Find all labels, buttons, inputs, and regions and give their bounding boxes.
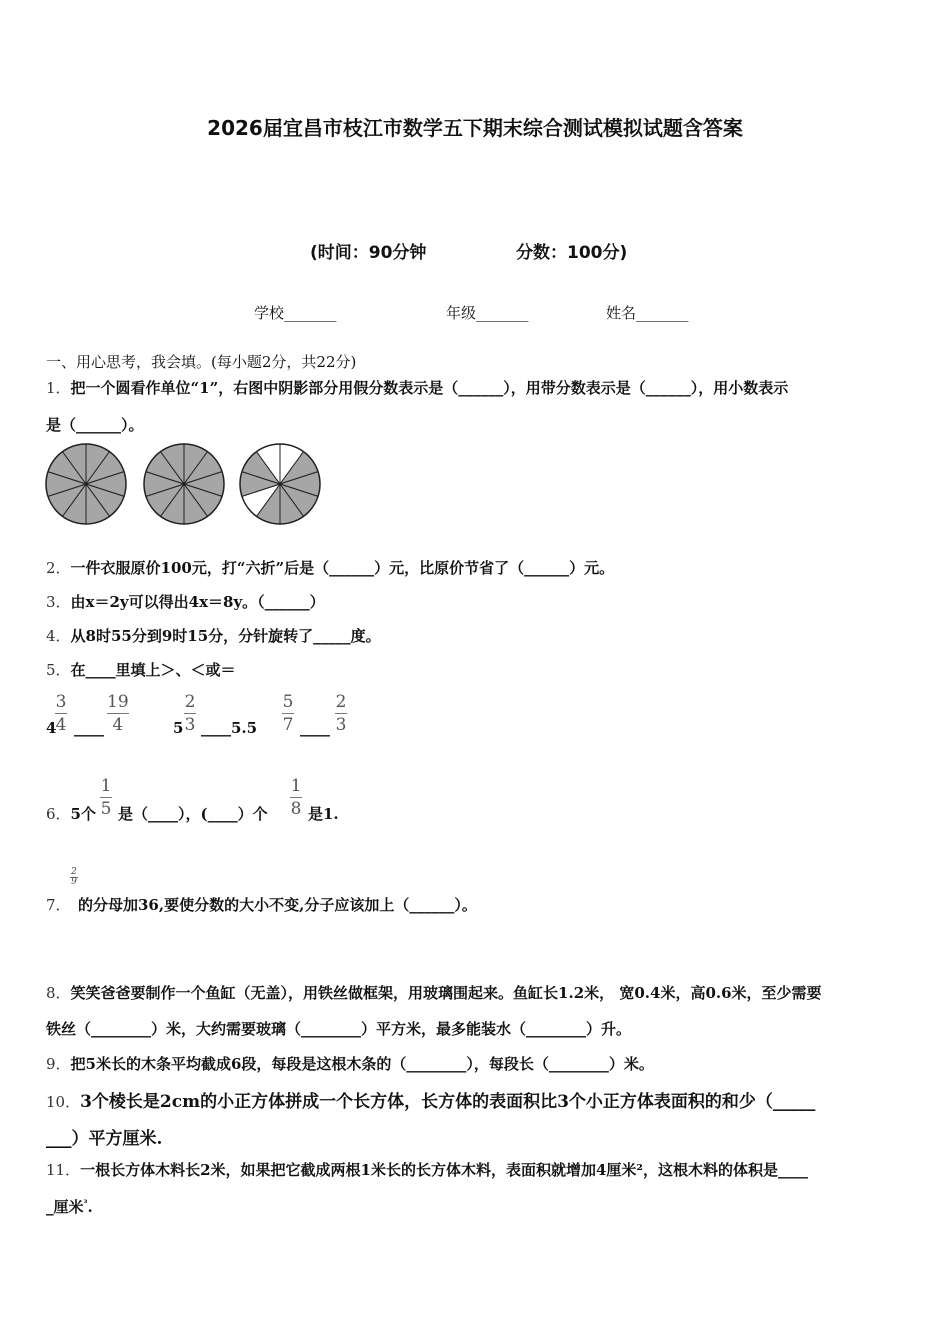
question-text: 是（____），(____）个 xyxy=(118,805,268,823)
numerator: 2 xyxy=(71,867,77,877)
question-2 xyxy=(46,557,614,578)
fraction xyxy=(282,692,294,735)
question-5 xyxy=(46,659,236,680)
question-number: 11． xyxy=(46,1161,81,1179)
question-4 xyxy=(46,625,381,646)
compare-2-whole: 5 xyxy=(173,719,184,737)
denominator: 9 xyxy=(71,877,77,887)
school-field: 学校_______ xyxy=(254,304,337,322)
question-1-cont: 是（______）。 xyxy=(46,416,144,434)
question-number: 9． xyxy=(46,1055,71,1073)
question-number: 3． xyxy=(46,593,71,611)
page-title: 2026届宜昌市枝江市数学五下期末综合测试模拟试题含答案 xyxy=(207,116,743,140)
question-7 xyxy=(46,894,71,915)
question-text: 把一个圆看作单位“1”，右图中阴影部分用假分数表示是（______），用带分数表示是（______），用小数表示 xyxy=(70,379,789,397)
question-number: 1． xyxy=(46,379,71,397)
question-text: 一根长方体木料长2米，如果把它截成两根1米长的长方体木料，表面积就增加4厘米²，这根木料的体积是____ xyxy=(80,1161,808,1179)
numerator: 1 xyxy=(290,776,302,796)
question-number: 2． xyxy=(46,559,71,577)
question-text: 5个 xyxy=(70,805,96,823)
question-3 xyxy=(46,591,325,612)
question-text: 是1. xyxy=(308,805,339,823)
superscript: ³ xyxy=(83,1199,88,1209)
question-number: 6． xyxy=(46,805,71,823)
question-number: 7． xyxy=(46,896,71,914)
pie-figures xyxy=(42,440,332,530)
denominator: 3 xyxy=(184,715,196,735)
question-text: _厘米 xyxy=(46,1198,84,1216)
question-text: 一件衣服原价100元，打“六折”后是（______）元，比原价节省了（______）元。 xyxy=(70,559,615,577)
question-1 xyxy=(46,377,788,398)
fraction xyxy=(100,776,112,819)
numerator: 2 xyxy=(184,692,196,712)
question-10 xyxy=(46,1087,815,1112)
question-text: 在____里填上＞、＜或＝ xyxy=(70,661,236,679)
question-text: . xyxy=(87,1198,93,1216)
answer-blank[interactable]: ____ xyxy=(300,719,330,737)
denominator: 7 xyxy=(282,715,294,735)
fraction xyxy=(335,692,347,735)
question-text: 从8时55分到9时15分，分针旋转了_____度。 xyxy=(70,627,381,645)
denominator: 4 xyxy=(112,715,124,735)
numerator: 1 xyxy=(100,776,112,796)
question-text: 笑笑爸爸要制作一个鱼缸（无盖），用铁丝做框架，用玻璃围起来。鱼缸长1.2米， 宽0.4米，高0.6米，至少需要 xyxy=(70,984,822,1002)
question-6 xyxy=(46,803,96,824)
pie-chart-3 xyxy=(240,444,320,524)
question-number: 10． xyxy=(46,1093,81,1111)
section-heading: 一、用心思考，我会填。(每小题2分，共22分) xyxy=(46,353,357,371)
answer-blank[interactable]: ____5.5 xyxy=(201,719,258,737)
question-text: 的分母加36,要使分数的大小不变,分子应该加上（______）。 xyxy=(78,896,477,914)
name-field: 姓名_______ xyxy=(606,304,689,322)
denominator: 8 xyxy=(290,799,302,819)
fraction xyxy=(290,776,302,819)
question-number: 5． xyxy=(46,661,71,679)
question-8 xyxy=(46,982,822,1003)
numerator: 5 xyxy=(282,692,294,712)
question-11 xyxy=(46,1159,808,1180)
pie-chart-1 xyxy=(46,444,126,524)
question-number: 4． xyxy=(46,627,71,645)
question-number: 8． xyxy=(46,984,71,1002)
fraction xyxy=(107,692,129,735)
question-10-cont: ___）平方厘米. xyxy=(46,1129,163,1149)
question-8-cont: 铁丝（________）米，大约需要玻璃（________）平方米，最多能装水（________）升。 xyxy=(46,1020,632,1038)
grade-field: 年级_______ xyxy=(446,304,529,322)
denominator: 4 xyxy=(55,715,67,735)
exam-time: (时间：90分钟 xyxy=(310,243,427,263)
denominator: 5 xyxy=(100,799,112,819)
question-9 xyxy=(46,1053,654,1074)
question-text: 3个棱长是2cm的小正方体拼成一个长方体，长方体的表面积比3个小正方体表面积的和少（_____ xyxy=(80,1092,816,1112)
numerator: 2 xyxy=(335,692,347,712)
numerator: 3 xyxy=(55,692,67,712)
fraction xyxy=(184,692,196,735)
compare-1-whole: 4 xyxy=(46,719,57,737)
answer-blank[interactable]: ____ xyxy=(74,719,104,737)
denominator: 3 xyxy=(335,715,347,735)
question-11-cont xyxy=(46,1196,93,1217)
question-text: 把5米长的木条平均截成6段，每段是这根木条的（________），每段长（________）米。 xyxy=(70,1055,654,1073)
exam-score: 分数：100分) xyxy=(516,243,628,263)
fraction xyxy=(55,692,67,735)
question-text: 由x＝2y可以得出4x＝8y。（______） xyxy=(70,593,325,611)
small-fraction xyxy=(70,868,78,887)
pie-chart-2 xyxy=(144,444,224,524)
numerator: 19 xyxy=(107,692,129,712)
